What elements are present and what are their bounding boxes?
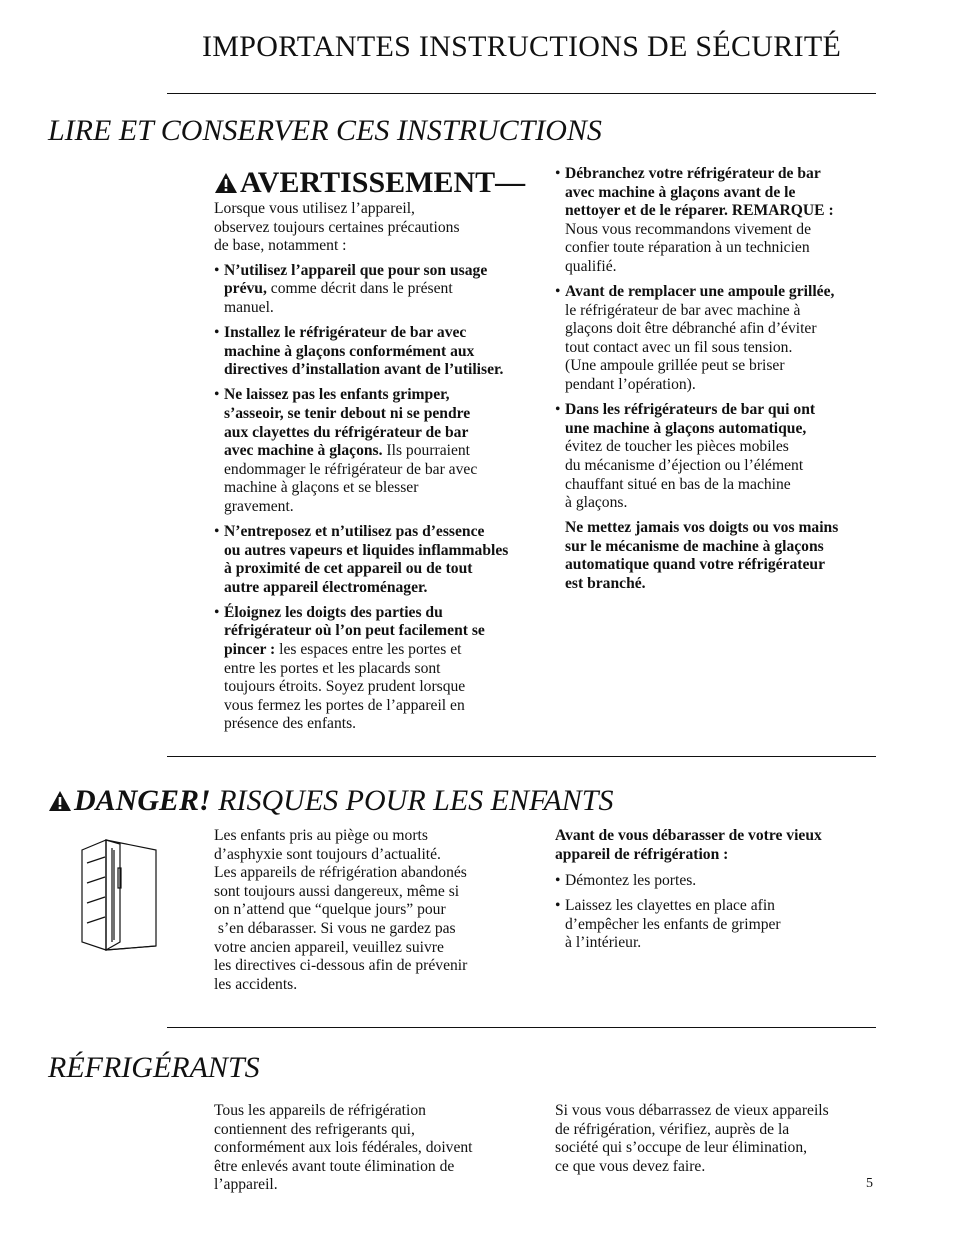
bullet-dot: • — [214, 523, 220, 540]
bold-text: à proximité de cet appareil ou de tout — [224, 560, 473, 578]
bold-text: N’utilisez l’appareil que pour son usage — [224, 261, 488, 279]
body-text: Les appareils de réfrigération abandonés — [214, 864, 467, 882]
body-text: endommager le réfrigérateur de bar avec — [224, 460, 478, 478]
bullet-dot: • — [214, 324, 220, 342]
warning-right-bullets — [555, 165, 885, 513]
warning-column-right — [555, 165, 885, 594]
bold-text: réfrigérateur où l’on peut facilement se — [224, 622, 485, 640]
bullet-text — [224, 324, 544, 380]
bold-text: Installez le réfrigérateur de bar avec — [224, 324, 467, 342]
bold-text: machine à glaçons conformément aux — [224, 342, 475, 360]
bullet-dot: • — [555, 401, 561, 419]
body-text: manuel. — [224, 298, 274, 316]
body-text: on n’attend que “quelque jours” pour — [214, 901, 446, 919]
bullet-item — [214, 262, 544, 318]
warning-label: AVERTISSEMENT— — [240, 166, 526, 199]
bold-text: est branché. — [565, 574, 646, 592]
bullet-item — [214, 523, 544, 597]
bullet-text — [565, 872, 885, 891]
warning-left-bullets — [214, 262, 544, 734]
bullet-text — [565, 897, 885, 953]
bullet-dot: • — [555, 165, 561, 182]
bold-text: N’entreposez et n’utilisez pas d’essence — [224, 523, 485, 540]
body-text: s’en débarasser. Si vous ne gardez pas — [214, 919, 456, 937]
body-text: Si vous vous débarrassez de vieux appareils — [555, 1102, 829, 1119]
disposal-heading — [555, 827, 885, 864]
warning-intro — [214, 200, 544, 256]
body-text: glaçons doit être débranché afin d’éviter — [565, 320, 817, 338]
header-divider — [167, 93, 876, 94]
section-title-danger — [48, 784, 613, 818]
warning-heading — [214, 166, 544, 200]
bold-text: Ne mettez jamais vos doigts ou vos mains — [565, 519, 839, 537]
body-text: présence des enfants. — [224, 715, 357, 733]
bold-text: Ne laissez pas les enfants grimper, — [224, 386, 450, 404]
page-title: IMPORTANTES INSTRUCTIONS DE SÉCURITÉ — [202, 30, 842, 63]
body-text: les directives ci-dessous afin de prévenir — [214, 957, 468, 975]
bold-text: Éloignez les doigts des parties du — [224, 603, 443, 621]
warning-triangle-icon — [214, 172, 238, 194]
body-text: de réfrigération, vérifiez, auprès de la — [555, 1120, 790, 1138]
body-text: d’asphyxie sont toujours d’actualité. — [214, 845, 441, 863]
danger-right-column — [555, 827, 885, 960]
bullet-text — [224, 262, 544, 318]
warning-column-left — [214, 166, 544, 741]
bullet-item — [555, 872, 885, 891]
bold-text: avec machine à glaçons avant de le — [565, 183, 796, 201]
bold-text: autre appareil électroménager. — [224, 578, 428, 596]
section-divider-1 — [167, 756, 876, 757]
bullet-item — [555, 165, 885, 277]
bullet-text — [565, 165, 885, 277]
body-text: sont toujours aussi dangereux, même si — [214, 882, 460, 900]
refrigerants-right-text — [555, 1102, 885, 1176]
danger-label: DANGER! — [74, 784, 211, 817]
bullet-item — [214, 604, 544, 734]
body-text: machine à glaçons et se blesser — [224, 479, 419, 497]
body-text: les espaces entre les portes et — [275, 641, 462, 659]
bullet-dot: • — [214, 386, 220, 404]
bullet-item — [555, 283, 885, 395]
body-text: Ils pourraient — [382, 442, 471, 460]
body-text: vous fermez les portes de l’appareil en — [224, 696, 465, 714]
bullet-dot: • — [214, 603, 220, 621]
bullet-text — [224, 523, 544, 597]
bold-text: une machine à glaçons automatique, — [565, 419, 807, 437]
disposal-bullets — [555, 872, 885, 953]
body-text: du mécanisme d’éjection ou l’élément — [565, 456, 804, 474]
bold-text: appareil de réfrigération : — [555, 845, 729, 863]
body-text: confier toute réparation à un technicien — [565, 239, 810, 257]
bold-text: nettoyer et de le réparer. REMARQUE : — [565, 202, 834, 220]
page-number: 5 — [866, 1176, 873, 1191]
refrigerants-left-text — [214, 1102, 544, 1195]
body-text: comme décrit dans le présent — [266, 280, 453, 298]
body-text: toujours étroits. Soyez prudent lorsque — [224, 678, 466, 696]
body-text: votre ancien appareil, veuillez suivre — [214, 938, 444, 956]
bullet-item — [214, 324, 544, 380]
body-text: à l’intérieur. — [565, 934, 642, 952]
bullet-dot: • — [214, 261, 220, 279]
bold-text: aux clayettes du réfrigérateur de bar — [224, 423, 469, 441]
body-text: évitez de toucher les pièces mobiles — [565, 438, 789, 456]
body-text: le réfrigérateur de bar avec machine à — [565, 301, 801, 319]
section-title-read-instructions: LIRE ET CONSERVER CES INSTRUCTIONS — [48, 114, 602, 147]
body-text: de base, notamment : — [214, 237, 347, 255]
bullet-dot: • — [555, 283, 561, 301]
body-text: Lorsque vous utilisez l’appareil, — [214, 200, 415, 217]
body-text: être enlevés avant toute élimination de — [214, 1157, 455, 1175]
bold-text: pincer : — [224, 641, 276, 659]
body-text: société qui s’occupe de leur élimination, — [555, 1139, 808, 1157]
bold-text: Avant de vous débarasser de votre vieux — [555, 827, 822, 844]
body-text: Tous les appareils de réfrigération — [214, 1102, 426, 1119]
body-text: à glaçons. — [565, 494, 628, 512]
bold-text: Dans les réfrigérateurs de bar qui ont — [565, 401, 816, 419]
bullet-item — [555, 897, 885, 953]
body-text: Les enfants pris au piège ou morts — [214, 827, 428, 844]
bold-text: Débranchez votre réfrigérateur de bar — [565, 165, 821, 182]
bullet-text — [565, 401, 885, 513]
body-text: les accidents. — [214, 975, 298, 993]
bold-text: sur le mécanisme de machine à glaçons — [565, 537, 824, 555]
bullet-text — [565, 283, 885, 395]
bold-text: automatique quand votre réfrigérateur — [565, 556, 825, 574]
bold-text: avec machine à glaçons. — [224, 442, 383, 460]
bold-text: prévu, — [224, 280, 267, 298]
bold-text: Avant de remplacer une ampoule grillée, — [565, 283, 835, 301]
danger-left-text — [214, 827, 544, 994]
body-text: pendant l’opération). — [565, 376, 696, 394]
bullet-text — [224, 604, 544, 734]
body-text: d’empêcher les enfants de grimper — [565, 915, 781, 933]
body-text: contiennent des refrigerants qui, — [214, 1120, 415, 1138]
bullet-dot: • — [555, 872, 561, 890]
body-text: gravement. — [224, 497, 294, 515]
body-text: conformément aux lois fédérales, doivent — [214, 1139, 473, 1157]
body-text: qualifié. — [565, 257, 617, 275]
bullet-text — [224, 386, 544, 516]
body-text: observez toujours certaines précautions — [214, 218, 460, 236]
bullet-item — [555, 401, 885, 513]
body-text: l’appareil. — [214, 1176, 278, 1194]
refrigerator-open-door-illustration — [78, 838, 160, 956]
body-text: chauffant situé en bas de la machine — [565, 475, 791, 493]
body-text: Laissez les clayettes en place afin — [565, 897, 775, 915]
bold-text: s’asseoir, se tenir debout ni se pendre — [224, 404, 471, 422]
bold-text: directives d’installation avant de l’utiliser. — [224, 361, 504, 379]
body-text: entre les portes et les placards sont — [224, 659, 441, 677]
warning-right-note — [555, 519, 885, 593]
bullet-dot: • — [555, 897, 561, 915]
body-text: (Une ampoule grillée peut se briser — [565, 357, 785, 375]
bullet-item — [214, 386, 544, 516]
body-text: Démontez les portes. — [565, 872, 697, 890]
warning-triangle-icon — [48, 790, 72, 812]
section-title-refrigerants: RÉFRIGÉRANTS — [48, 1051, 260, 1084]
body-text: Nous vous recommandons vivement de — [565, 220, 811, 238]
section-divider-2 — [167, 1027, 876, 1028]
danger-title: RISQUES POUR LES ENFANTS — [210, 784, 614, 817]
body-text: tout contact avec un fil sous tension. — [565, 338, 793, 356]
body-text: ce que vous devez faire. — [555, 1157, 706, 1175]
bold-text: ou autres vapeurs et liquides inflammables — [224, 541, 509, 559]
